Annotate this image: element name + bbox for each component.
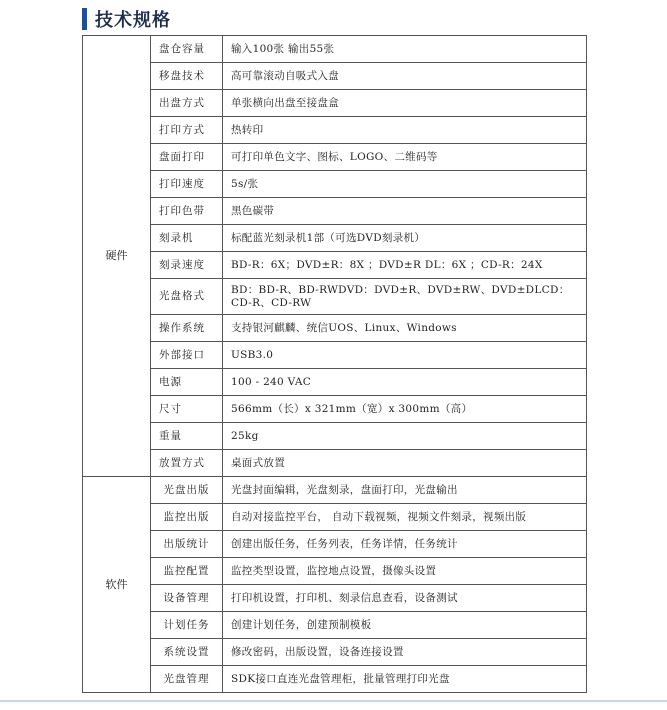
spec-label: 监控出版 bbox=[151, 504, 223, 531]
table-row bbox=[83, 279, 587, 315]
table-row bbox=[83, 252, 587, 279]
spec-label: 操作系统 bbox=[151, 315, 223, 342]
spec-value: 桌面式放置 bbox=[223, 450, 587, 477]
table-row bbox=[83, 612, 587, 639]
spec-value: 可打印单色文字、图标、LOGO、二维码等 bbox=[223, 144, 587, 171]
spec-value: 修改密码，出版设置，设备连接设置 bbox=[223, 639, 587, 666]
table-row bbox=[83, 144, 587, 171]
table-row bbox=[83, 198, 587, 225]
table-row bbox=[83, 315, 587, 342]
table-row bbox=[83, 450, 587, 477]
category-software: 软件 bbox=[83, 477, 151, 693]
spec-value: 566mm（长）x 321mm（宽）x 300mm（高） bbox=[223, 396, 587, 423]
table-row bbox=[83, 396, 587, 423]
spec-label: 设备管理 bbox=[151, 585, 223, 612]
table-row bbox=[83, 423, 587, 450]
spec-value: 黑色碳带 bbox=[223, 198, 587, 225]
table-row bbox=[83, 558, 587, 585]
footer-divider bbox=[0, 700, 667, 702]
table-row bbox=[83, 90, 587, 117]
spec-value: SDK接口直连光盘管理柜，批量管理打印光盘 bbox=[223, 666, 587, 693]
spec-value: 打印机设置，打印机、刻录信息查看，设备测试 bbox=[223, 585, 587, 612]
table-row bbox=[83, 171, 587, 198]
spec-value: 支持银河麒麟、统信UOS、Linux、Windows bbox=[223, 315, 587, 342]
spec-value: 单张横向出盘至接盘盒 bbox=[223, 90, 587, 117]
spec-label: 监控配置 bbox=[151, 558, 223, 585]
spec-value: 自动对接监控平台， 自动下载视频，视频文件刻录，视频出版 bbox=[223, 504, 587, 531]
header-accent-bar bbox=[82, 8, 87, 30]
spec-label: 电源 bbox=[151, 369, 223, 396]
page-title: 技术规格 bbox=[95, 10, 171, 31]
spec-value: 标配蓝光刻录机1部（可选DVD刻录机） bbox=[223, 225, 587, 252]
spec-label: 刻录速度 bbox=[151, 252, 223, 279]
spec-label: 外部接口 bbox=[151, 342, 223, 369]
spec-value: USB3.0 bbox=[223, 342, 587, 369]
spec-value: 创建出版任务，任务列表，任务详情，任务统计 bbox=[223, 531, 587, 558]
table-row bbox=[83, 36, 587, 63]
spec-label: 重量 bbox=[151, 423, 223, 450]
spec-label: 盘仓容量 bbox=[151, 36, 223, 63]
spec-label: 刻录机 bbox=[151, 225, 223, 252]
spec-value: 创建计划任务，创建预制模板 bbox=[223, 612, 587, 639]
spec-value: 热转印 bbox=[223, 117, 587, 144]
spec-label: 出盘方式 bbox=[151, 90, 223, 117]
spec-label: 盘面打印 bbox=[151, 144, 223, 171]
spec-value: BD：BD-R、BD-RWDVD：DVD±R、DVD±RW、DVD±DLCD：CD-R、CD-RW bbox=[223, 279, 587, 315]
table-row bbox=[83, 369, 587, 396]
spec-value: 输入100张 输出55张 bbox=[223, 36, 587, 63]
category-hardware: 硬件 bbox=[83, 36, 151, 477]
spec-label: 光盘管理 bbox=[151, 666, 223, 693]
spec-value: 光盘封面编辑，光盘刻录，盘面打印，光盘输出 bbox=[223, 477, 587, 504]
spec-label: 打印速度 bbox=[151, 171, 223, 198]
table-row bbox=[83, 117, 587, 144]
spec-label: 系统设置 bbox=[151, 639, 223, 666]
section-header bbox=[82, 6, 171, 32]
table-row bbox=[83, 639, 587, 666]
table-row bbox=[83, 504, 587, 531]
spec-value: 100 - 240 VAC bbox=[223, 369, 587, 396]
table-row bbox=[83, 63, 587, 90]
spec-label: 尺寸 bbox=[151, 396, 223, 423]
table-row bbox=[83, 585, 587, 612]
spec-label: 移盘技术 bbox=[151, 63, 223, 90]
spec-value: 高可靠滚动自吸式入盘 bbox=[223, 63, 587, 90]
table-row bbox=[83, 666, 587, 693]
table-row bbox=[83, 225, 587, 252]
spec-value: 监控类型设置，监控地点设置，摄像头设置 bbox=[223, 558, 587, 585]
spec-value: 25kg bbox=[223, 423, 587, 450]
spec-label: 打印方式 bbox=[151, 117, 223, 144]
spec-value: BD-R：6X；DVD±R：8X ；DVD±R DL：6X ；CD-R：24X bbox=[223, 252, 587, 279]
spec-label: 光盘格式 bbox=[151, 279, 223, 315]
spec-label: 光盘出版 bbox=[151, 477, 223, 504]
spec-table bbox=[82, 35, 587, 693]
table-row bbox=[83, 477, 587, 504]
spec-label: 打印色带 bbox=[151, 198, 223, 225]
spec-value: 5s/张 bbox=[223, 171, 587, 198]
spec-label: 计划任务 bbox=[151, 612, 223, 639]
table-row bbox=[83, 342, 587, 369]
spec-label: 出版统计 bbox=[151, 531, 223, 558]
table-row bbox=[83, 531, 587, 558]
spec-label: 放置方式 bbox=[151, 450, 223, 477]
